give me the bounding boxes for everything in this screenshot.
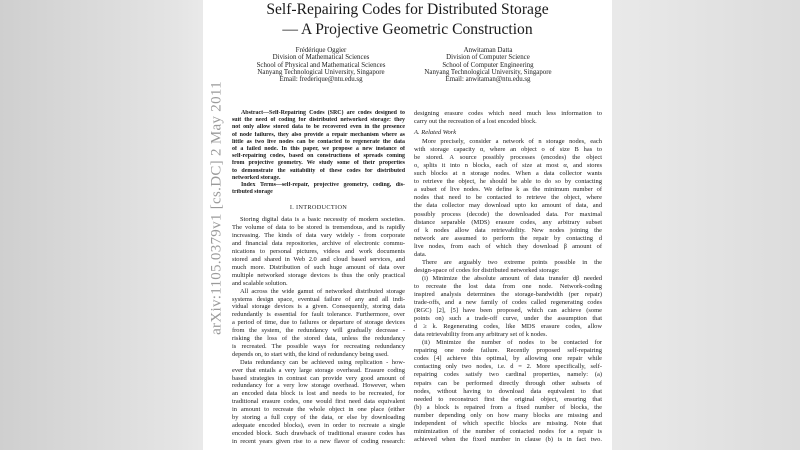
- text-line: (b) a block is repaired from a fixed number of blocks, the: [414, 403, 602, 411]
- text-line: Index Terms—self-repair, projective geometry, coding, dis-: [241, 182, 405, 189]
- text-line: Storing digital data is a basic necessity of modern societies.: [240, 216, 405, 224]
- text-line: (RGC) [2], [5] have been proposed, which can achieve (some: [414, 307, 602, 315]
- text-line: repairing codes satisfy two cardinal properties, namely: (a): [414, 371, 602, 379]
- text-line: codes [4] achieve this optimal, by allowing one repair while: [414, 355, 602, 363]
- text-line: possibly process (decode) the downloaded data. For maximal: [414, 210, 602, 218]
- text-line: redundancy for a very low storage overhead. However, when: [232, 382, 405, 390]
- author-name: Anwitaman Datta: [463, 47, 513, 54]
- text-line: o, splits it into n blocks, each of size at most α, and stores: [414, 162, 602, 170]
- text-line: vidual storage devices is a given. Consequently, storing data: [232, 303, 405, 311]
- text-line: risking the loss of the stored data, unless the redundancy: [232, 335, 405, 343]
- author-affiliation: School of Computer Engineering: [442, 61, 534, 69]
- author-block-2: [388, 47, 588, 83]
- paper-title-line-1: Self-Repairing Codes for Distributed Storage: [266, 1, 549, 18]
- abstract-paragraph: [232, 110, 405, 182]
- text-line: based strategies in contrast can provide very good amount of: [232, 374, 405, 382]
- text-line: The volume of data to be stored is tremendous, and is rapidly: [232, 224, 405, 232]
- text-line: not only allow stored data to be recovered even in the presence: [232, 124, 405, 131]
- text-line: networked storage.: [232, 174, 281, 181]
- text-line: Data redundancy can be achieved using replication - how-: [240, 358, 405, 366]
- paper-title-line-2: — A Projective Geometric Construction: [282, 21, 533, 38]
- text-line: little as two live nodes can be contacted to regenerate the data: [232, 138, 405, 145]
- text-line: stored and shared in Web 2.0 and cloud based services, and: [232, 255, 405, 263]
- author-affiliation: Nanyang Technological University, Singapore: [424, 68, 552, 76]
- text-line: inspired analysis determines the storage-bandwidth (per repair): [414, 290, 602, 298]
- text-line: points on) such a trade-off curve, under the assumption that: [414, 315, 602, 323]
- paragraph: [232, 359, 405, 446]
- text-line: independent of which specific blocks are missing. Note that: [414, 419, 602, 427]
- paragraph: [414, 275, 602, 339]
- text-line: a period of time, due to failures or departure of storage devices: [232, 319, 405, 327]
- text-line: repairing one node failure. Recently proposed self-repairing: [414, 347, 602, 355]
- paragraph: [414, 110, 602, 126]
- text-line: d ≥ k. Regenerating codes, like MDS erasure codes, allow: [414, 323, 602, 331]
- text-line: nications to personal pictures, videos and work documents: [232, 248, 405, 256]
- text-line: from the system, the redundancy will gradually decrease -: [232, 327, 405, 335]
- text-line: encoded block. Such drawback of traditional erasure codes has: [232, 429, 405, 437]
- text-line: needed to reconstruct first the original object, ensuring that: [414, 395, 602, 403]
- paragraph: [414, 259, 602, 275]
- text-line: such blocks at n storage nodes. When a data collector wants: [414, 170, 602, 178]
- text-line: be stored. A source possibly processes (encodes) the object: [414, 154, 602, 162]
- author-email: Email: anwitaman@ntu.edu.sg: [445, 76, 531, 84]
- text-line: self-repairing codes, based on constructions of spreads coming: [232, 153, 405, 160]
- text-line: carry out the recreation of a lost encoded block.: [414, 118, 537, 126]
- text-line: of a failed node. In this paper, we propose a new instance of: [232, 146, 405, 153]
- text-line: and scalable solution.: [232, 279, 288, 287]
- text-line: contacting only two nodes, i.e. d = 2. More specifically, self-: [414, 363, 602, 371]
- text-line: There are arguably two extreme points possible in the: [422, 258, 602, 266]
- text-line: by storing a full copy of the data, or else by downloading: [232, 414, 405, 422]
- text-line: achieved when the fixed number in clause (b) is in fact two.: [414, 435, 602, 443]
- text-line: redundantly is essential for fault tolerance. Furthermore, over: [232, 311, 405, 319]
- text-line: a subset of live nodes. We define k as the minimum number of: [414, 186, 602, 194]
- text-line: number depending only on how many blocks are missing and: [414, 411, 602, 419]
- text-line: of node failures, they also provide a repair mechanism where as: [232, 131, 405, 138]
- text-line: trade-offs, and a new family of codes called regenerating codes: [414, 299, 602, 307]
- text-line: in recent years given rise to a new flavor of coding research:: [232, 437, 405, 445]
- text-line: (ii) Minimize the number of nodes to be contacted for: [422, 339, 602, 347]
- right-column: [414, 110, 602, 444]
- author-name: Frédérique Oggier: [295, 47, 347, 54]
- text-line: minimization of the number of contacted nodes for a repair is: [414, 427, 602, 435]
- paragraph: [414, 339, 602, 444]
- text-line: Abstract—Self-Repairing Codes (SRC) are codes designed to: [241, 110, 405, 116]
- text-line: multiple networked storage devices is thus the only practical: [232, 271, 405, 279]
- text-line: depends on, to start with, the kind of redundancy being used.: [232, 350, 389, 358]
- author-affiliation: Nanyang Technological University, Singapore: [257, 68, 385, 76]
- text-line: (i) Minimize the absolute amount of data transfer dβ needed: [422, 274, 602, 282]
- text-line: an encoded data block is lost and needs to be recreated, for: [232, 390, 405, 398]
- arxiv-stamp: arXiv:1105.0379v1 [cs.DC] 2 May 2011: [208, 81, 225, 335]
- paragraph: [232, 288, 405, 359]
- text-line: distance separable (MDS) erasure codes, any arbitrary subset: [414, 218, 602, 226]
- text-line: nodes, without having to download data equivalent to that: [414, 387, 602, 395]
- left-column: [232, 110, 405, 446]
- text-line: design-space of codes for distributed networked storage:: [414, 266, 560, 274]
- text-line: with storage capacity α, where an object o of size B has to: [414, 146, 602, 154]
- text-line: to demonstrate the suitability of these codes for distributed: [232, 167, 405, 174]
- text-line: network are assumed to perform the repair by contacting d: [414, 234, 602, 242]
- text-line: adequate encoded blocks), even in order to recreate a single: [232, 422, 405, 429]
- text-line: and financial data repositories, archive of electronic commu-: [232, 240, 405, 248]
- text-line: traditional erasure codes, one would first need data equivalent: [232, 398, 405, 406]
- text-line: data retrievability from any arbitrary set of k nodes.: [414, 331, 548, 339]
- text-line: suit the need of coding for distributed networked storage: they: [232, 117, 405, 124]
- text-line: to recreate the lost data from one node. Network-coding: [414, 282, 602, 290]
- text-line: nodes that need to be contacted to retrieve the object, where: [414, 194, 602, 202]
- text-line: from projective geometry. We study some of their properties: [232, 160, 405, 167]
- author-affiliation: School of Physical and Mathematical Sciences: [256, 61, 386, 69]
- text-line: data.: [414, 250, 427, 258]
- author-affiliation: Division of Mathematical Sciences: [272, 54, 370, 62]
- abstract-paragraph: [232, 182, 405, 196]
- text-line: in amount to recreate the whole object in one place (either: [232, 406, 405, 414]
- paragraph: [414, 138, 602, 259]
- text-line: More precisely, consider a network of n storage nodes, each: [422, 138, 602, 146]
- text-line: the data collector may download upto kα amount of data, and: [414, 202, 602, 210]
- text-line: repairs can be performed directly through other subsets of: [414, 379, 602, 387]
- text-line: tributed storage: [232, 189, 273, 196]
- paragraph: [232, 216, 405, 287]
- text-line: All across the wide gamut of networked distributed storage: [240, 287, 405, 295]
- text-line: ever that entails a very large storage overhead. Erasure coding: [232, 366, 405, 374]
- author-email: Email: frederique@ntu.edu.sg: [279, 76, 363, 84]
- author-affiliation: Division of Computer Science: [446, 54, 530, 62]
- text-line: of k nodes allow data retrievability. New nodes joining the: [414, 226, 602, 234]
- section-heading: I. INTRODUCTION: [289, 204, 348, 212]
- text-line: increasing. The kinds of data vary widely - from corporate: [232, 232, 405, 240]
- subsection-heading: A. Related Work: [414, 129, 457, 137]
- text-line: to retrieve the object, he should be able to do so by contacting: [414, 178, 602, 186]
- text-line: designing erasure codes which need much less information to: [414, 110, 602, 117]
- text-line: systems design space, eventual failure of any and all indi-: [232, 295, 405, 303]
- text-line: live nodes, from each of which they download β amount of: [414, 242, 602, 250]
- text-line: much more. Distribution of such huge amount of data over: [232, 263, 405, 271]
- text-line: is recreated. The possible ways for recreating redundancy: [232, 342, 405, 350]
